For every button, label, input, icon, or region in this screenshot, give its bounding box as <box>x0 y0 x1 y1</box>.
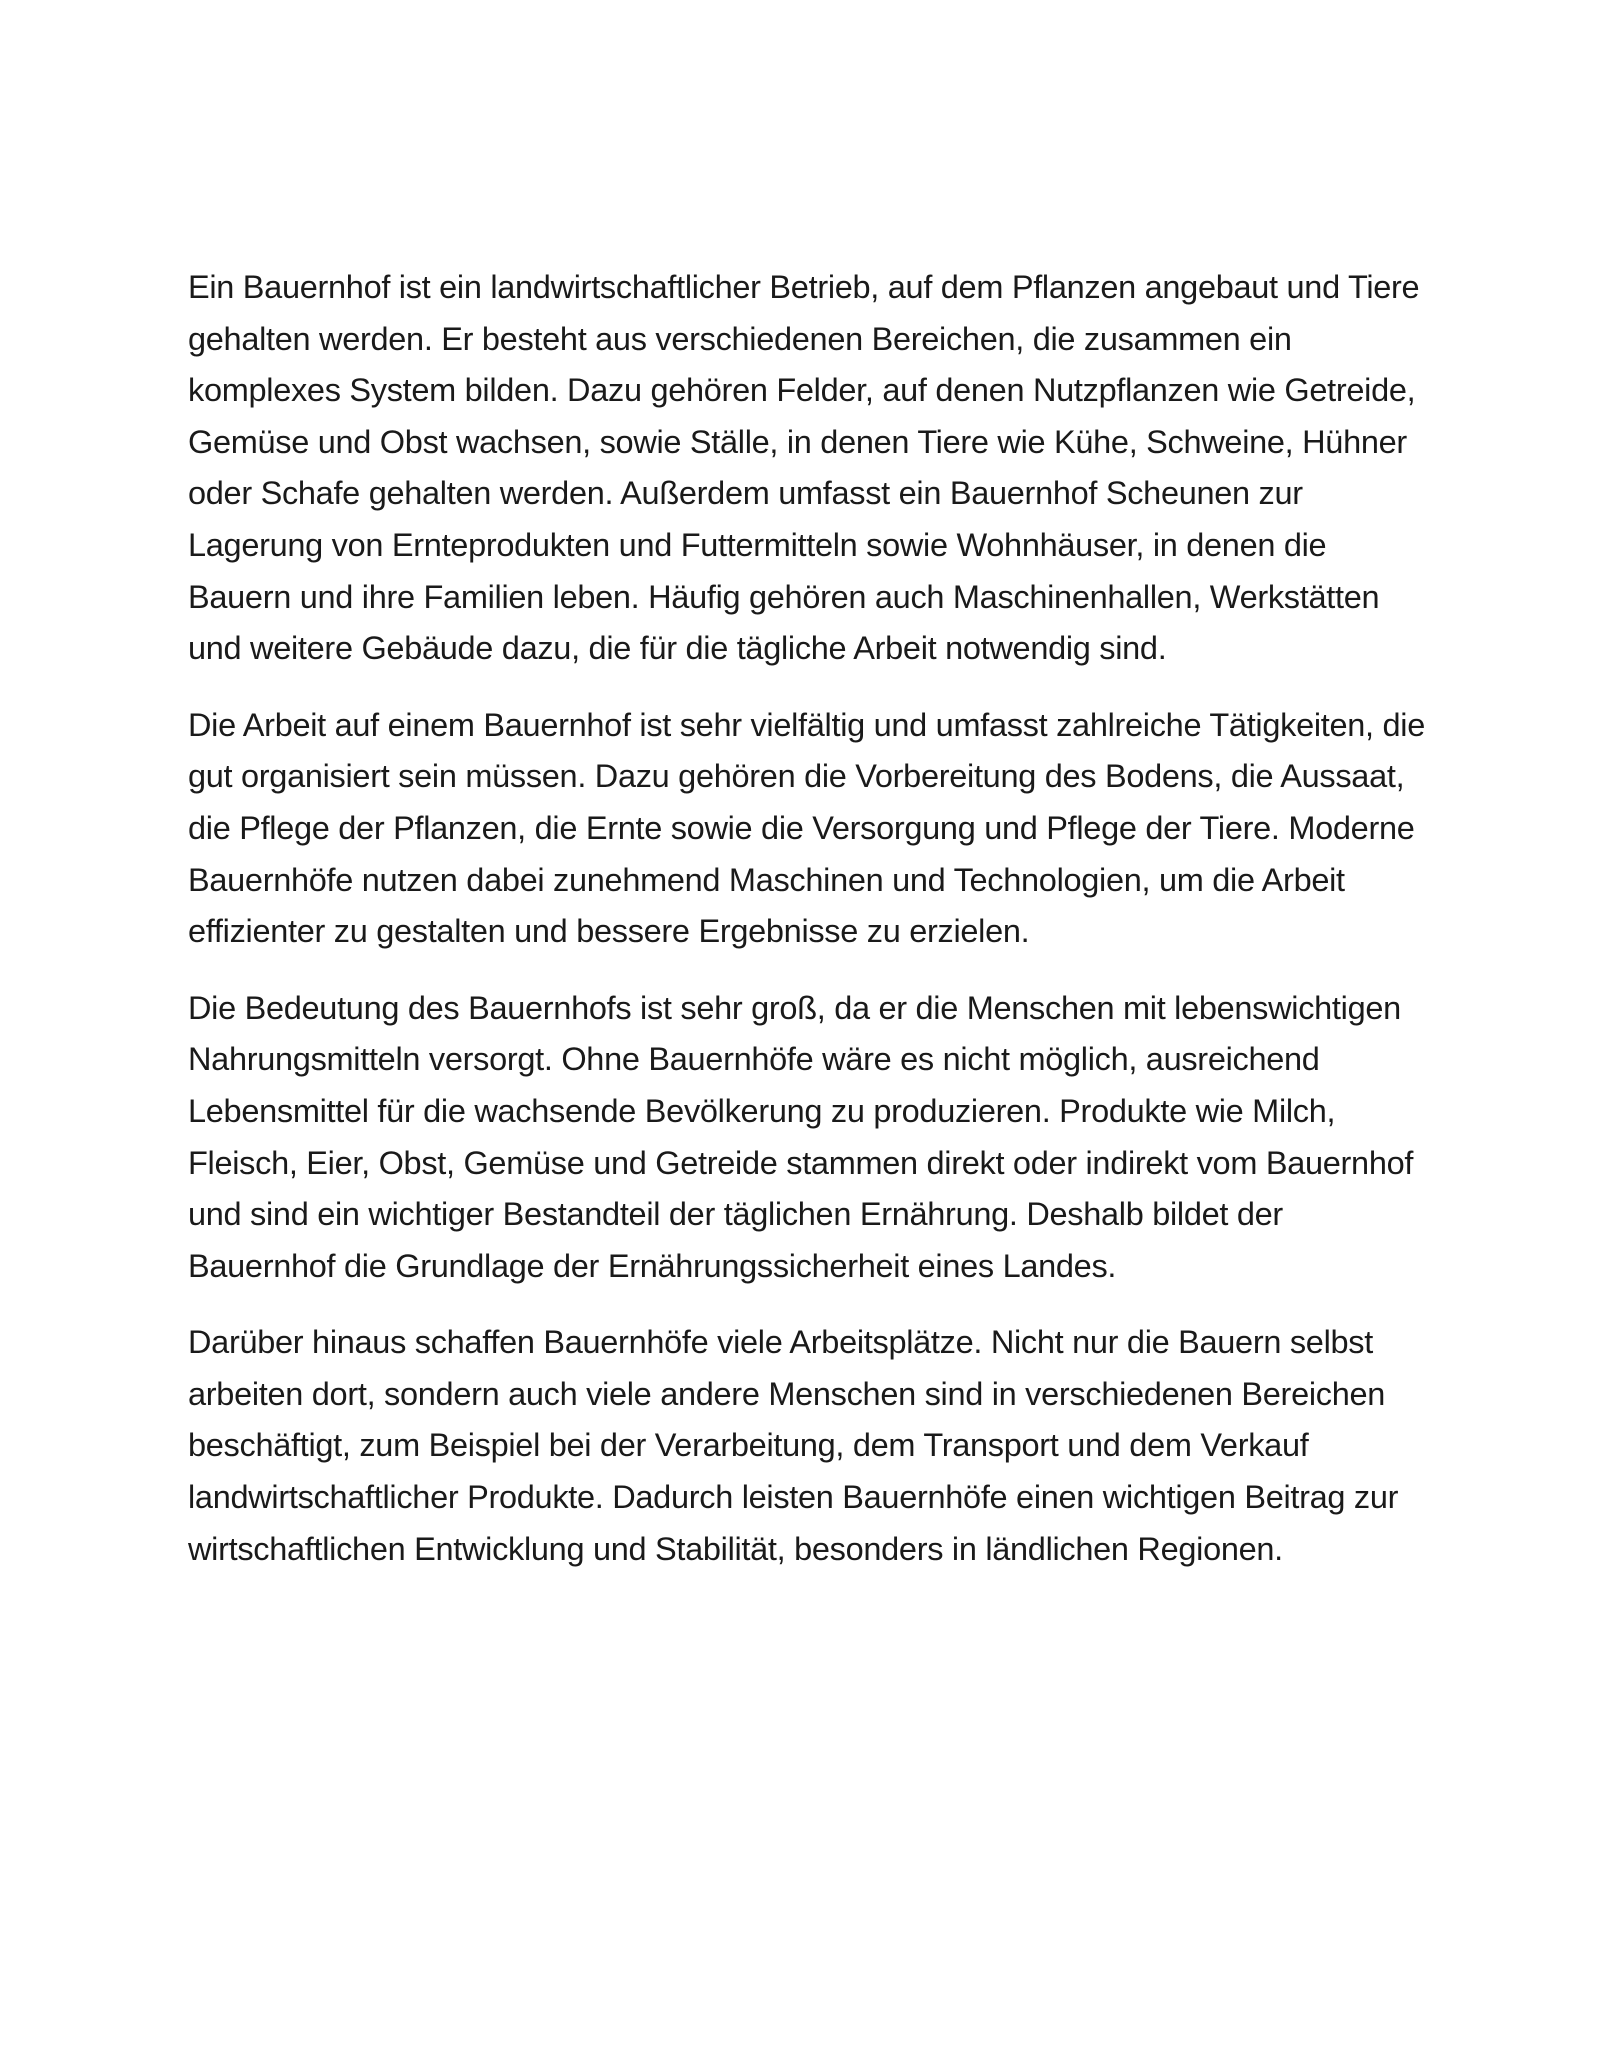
paragraph-farm-economy: Darüber hinaus schaffen Bauernhöfe viele Arbeitsplätze. Nicht nur die Bauern selbst arbeiten dort, sondern auch viele andere Menschen sind in verschiedenen Bereichen beschäftigt, zum Beispiel bei der Verarbeitung, dem Transport und dem Verkauf landwirtschaftlicher Produkte. Dadurch leisten Bauernhöfe einen wichtigen Beitrag zur wirtschaftlichen Entwicklung und Stabilität, besonders in ländlichen Regionen. <box>188 1324 1399 1567</box>
paragraph-farm-definition: Ein Bauernhof ist ein landwirtschaftlicher Betrieb, auf dem Pflanzen angebaut und Tiere gehalten werden. Er besteht aus verschiedenen Bereichen, die zusammen ein komplexes System bilden. Dazu gehören Felder, auf denen Nutzpflanzen wie Getreide, Gemüse und Obst wachsen, sowie Ställe, in denen Tiere wie Kühe, Schweine, Hühner oder Schafe gehalten werden. Außerdem umfasst ein Bauernhof Scheunen zur Lagerung von Ernteprodukten und Futtermitteln sowie Wohnhäuser, in denen die Bauern und ihre Familien leben. Häufig gehören auch Maschinenhallen, Werkstätten und weitere Gebäude dazu, die für die tägliche Arbeit notwendig sind. <box>188 269 1420 667</box>
paragraph-farm-work: Die Arbeit auf einem Bauernhof ist sehr vielfältig und umfasst zahlreiche Tätigkeiten, die gut organisiert sein müssen. Dazu gehören die Vorbereitung des Bodens, die Aussaat, die Pflege der Pflanzen, die Ernte sowie die Versorgung und Pflege der Tiere. Moderne Bauernhöfe nutzen dabei zunehmend Maschinen und Technologien, um die Arbeit effizienter zu gestalten und bessere Ergebnisse zu erzielen. <box>188 706 1425 950</box>
paragraph-farm-importance: Die Bedeutung des Bauernhofs ist sehr groß, da er die Menschen mit lebenswichtigen Nahrungsmitteln versorgt. Ohne Bauernhöfe wäre es nicht möglich, ausreichend Lebensmittel für die wachsende Bevölkerung zu produzieren. Produkte wie Milch, Fleisch, Eier, Obst, Gemüse und Getreide stammen direkt oder indirekt vom Bauernhof und sind ein wichtiger Bestandteil der täglichen Ernährung. Deshalb bildet der Bauernhof die Grundlage der Ernährungssicherheit eines Landes. <box>188 989 1414 1284</box>
document-body <box>188 262 1428 1600</box>
